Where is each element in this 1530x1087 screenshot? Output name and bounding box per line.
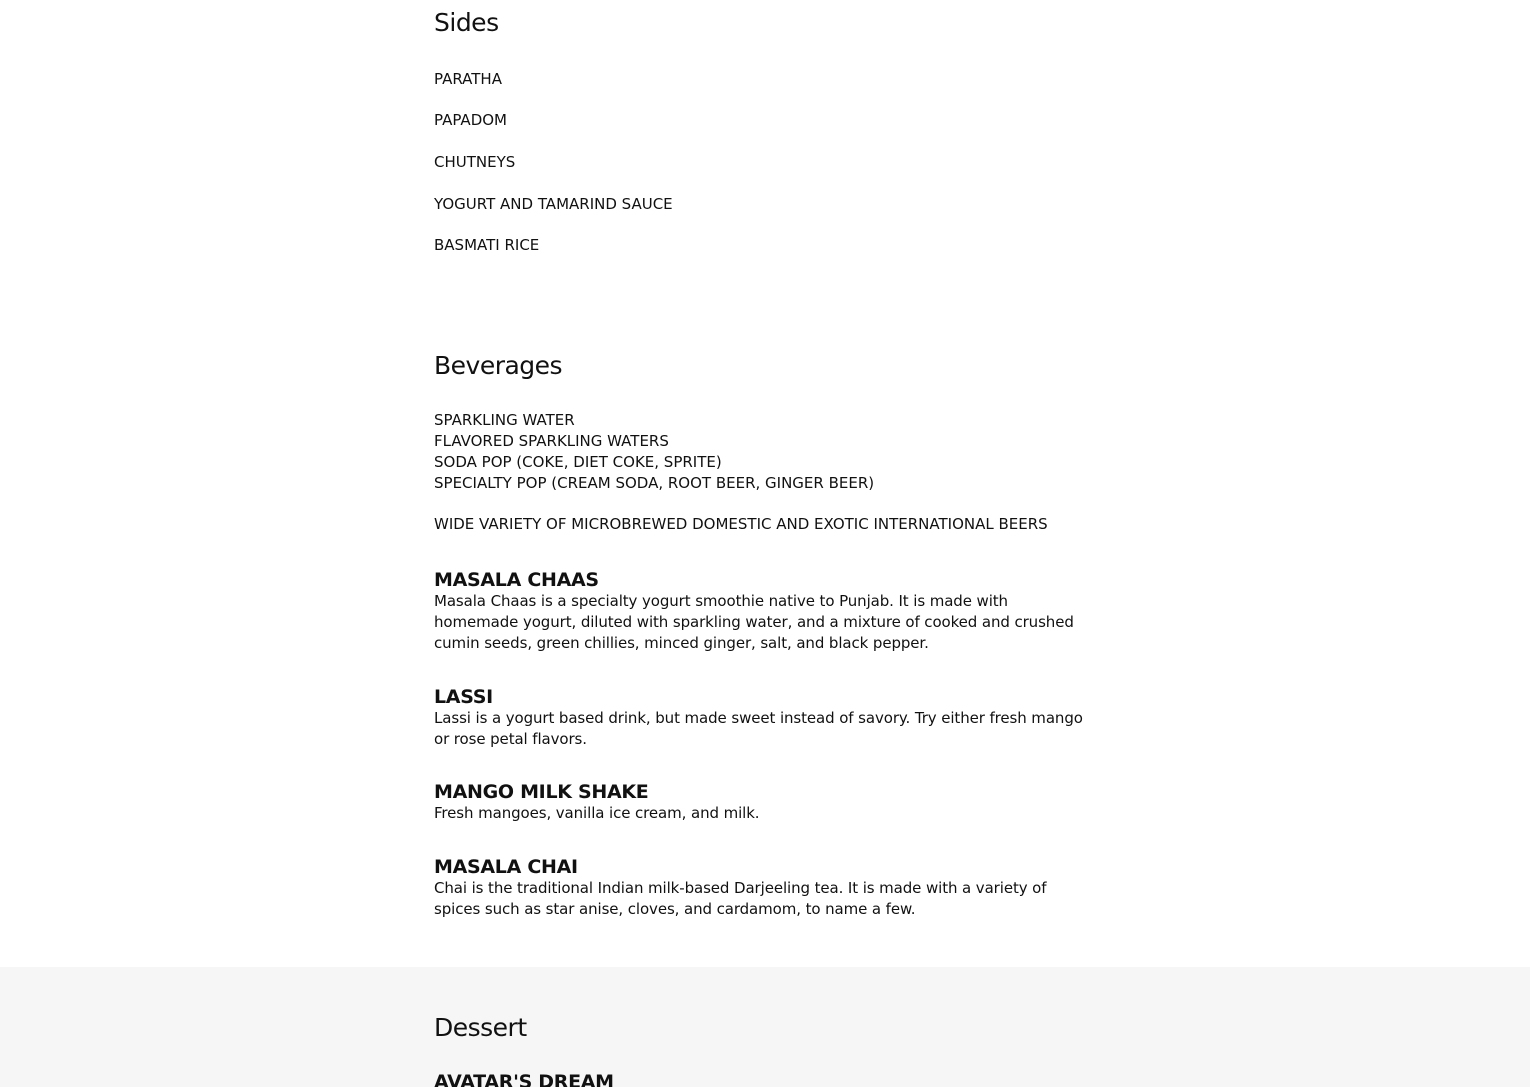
menu-item-mango-milk-shake <box>434 781 1094 824</box>
menu-item-description: Chai is the traditional Indian milk-based Darjeeling tea. It is made with a variety of spices such as star anise, cloves, and cardamom, to name a few. <box>434 879 1047 918</box>
side-item: BASMATI RICE <box>434 236 540 254</box>
menu-item-name: MASALA CHAI <box>434 856 578 878</box>
menu-item-description: Masala Chaas is a specialty yogurt smoothie native to Punjab. It is made with homemade yogurt, diluted with sparkling water, and a mixture of cooked and crushed cumin seeds, green chillies, minced ginger, salt, and black pepper. <box>434 592 1074 652</box>
beverage-item: SPECIALTY POP (CREAM SODA, ROOT BEER, GINGER BEER) <box>434 474 875 492</box>
beverage-item: FLAVORED SPARKLING WATERS <box>434 432 669 450</box>
dessert-heading: Dessert <box>434 1013 527 1042</box>
side-item: PAPADOM <box>434 111 507 129</box>
beverages-heading: Beverages <box>434 351 563 380</box>
side-item: CHUTNEYS <box>434 153 516 171</box>
menu-item-lassi <box>434 686 1094 750</box>
beverage-item: SPARKLING WATER <box>434 411 575 429</box>
menu-item-masala-chai <box>434 856 1094 920</box>
menu-item-name: LASSI <box>434 686 493 708</box>
side-item: PARATHA <box>434 70 502 88</box>
menu-item-description: Lassi is a yogurt based drink, but made sweet instead of savory. Try either fresh mango or rose petal flavors. <box>434 709 1083 748</box>
menu-item-name: MASALA CHAAS <box>434 569 599 591</box>
menu-item-description: Fresh mangoes, vanilla ice cream, and milk. <box>434 804 760 822</box>
side-item: YOGURT AND TAMARIND SAUCE <box>434 195 673 213</box>
menu-item-name: MANGO MILK SHAKE <box>434 781 649 803</box>
menu-item-name: AVATAR'S DREAM <box>434 1071 614 1087</box>
menu-item-masala-chaas <box>434 569 1094 654</box>
beverage-item: SODA POP (COKE, DIET COKE, SPRITE) <box>434 453 722 471</box>
dessert-section <box>0 967 1530 1087</box>
sides-heading: Sides <box>434 8 499 37</box>
beers-item: WIDE VARIETY OF MICROBREWED DOMESTIC AND EXOTIC INTERNATIONAL BEERS <box>434 515 1048 533</box>
